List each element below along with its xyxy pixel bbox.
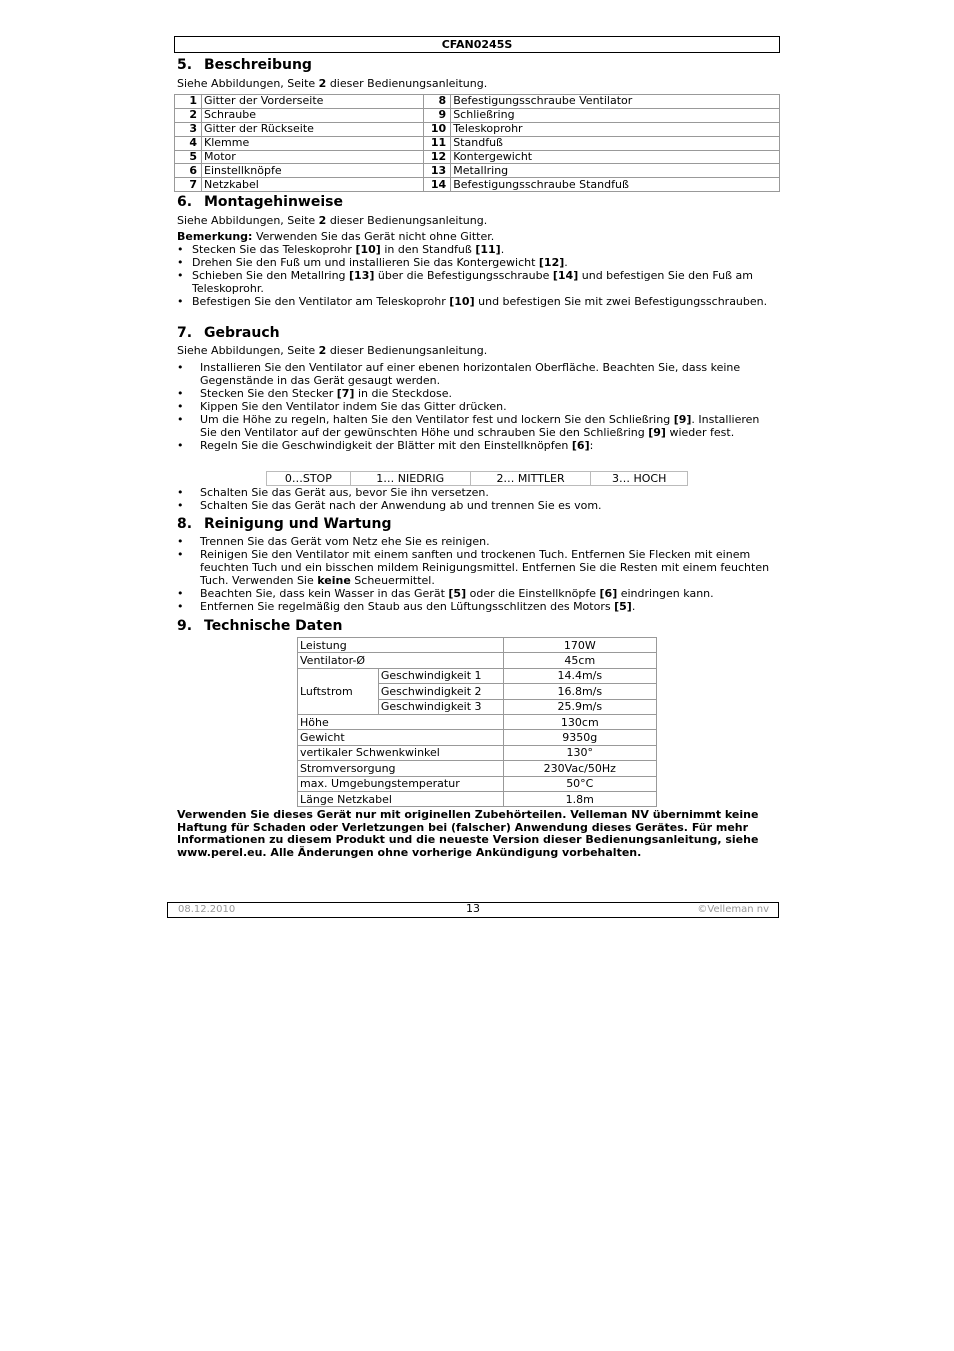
bullet-icon: • — [177, 295, 184, 308]
table-row: Leistung 170W — [298, 638, 657, 653]
footer-date: 08.12.2010 — [178, 904, 236, 915]
list-item: • Reinigen Sie den Ventilator mit einem sanften und trockenen Tuch. Entfernen Sie Flecken mit einem feuchten Tuch und ein bisschen mildem Reinigungsmittel. Entfernen Sie die Resten mit einem feuchten Tuch. Verwenden Sie keine Scheuermittel. — [177, 548, 770, 587]
intro-text: Siehe Abbildungen, Seite 2 dieser Bedienungsanleitung. — [177, 344, 488, 357]
part-number: 10 — [424, 122, 451, 136]
table-row: Ventilator-Ø 45cm — [298, 653, 657, 668]
part-label: Teleskoprohr — [451, 122, 780, 136]
speed-cell: 0…STOP — [267, 472, 351, 486]
section-technische-daten — [177, 617, 777, 635]
table-row — [175, 150, 780, 164]
list-item: • Installieren Sie den Ventilator auf einer ebenen horizontalen Oberfläche. Beachten Sie, dass keine Gegenstände in das Gerät gesaugt werden. — [177, 361, 741, 387]
bullet-icon: • — [177, 535, 184, 548]
section-title: 7. Gebrauch — [177, 325, 280, 341]
list-item: • Trennen Sie das Gerät vom Netz ehe Sie es reinigen. — [177, 535, 490, 548]
tech-data-table — [297, 637, 657, 807]
part-label: Motor — [202, 150, 424, 164]
list-item: • Schalten Sie das Gerät aus, bevor Sie ihn versetzen. — [177, 486, 489, 499]
bullet-icon: • — [177, 387, 184, 400]
part-label: Einstellknöpfe — [202, 164, 424, 178]
table-row — [175, 108, 780, 122]
part-number: 13 — [424, 164, 451, 178]
section-montagehinweise — [177, 193, 777, 308]
list-item: • Schalten Sie das Gerät nach der Anwendung ab und trennen Sie es vom. — [177, 499, 602, 512]
section-title: 9. Technische Daten — [177, 618, 343, 634]
part-label: Klemme — [202, 136, 424, 150]
bullet-icon: • — [177, 256, 184, 269]
list-item: • Regeln Sie die Geschwindigkeit der Blätter mit den Einstellknöpfen [6]: — [177, 439, 594, 452]
part-number: 1 — [175, 95, 202, 109]
bullet-icon: • — [177, 600, 184, 613]
section-gebrauch — [177, 324, 777, 452]
section-reinigung — [177, 515, 777, 613]
part-number: 5 — [175, 150, 202, 164]
list-item: • Entfernen Sie regelmäßig den Staub aus den Lüftungsschlitzen des Motors [5]. — [177, 600, 636, 613]
table-row — [175, 95, 780, 109]
list-item: • Stecken Sie das Teleskoprohr [10] in den Standfuß [11]. — [177, 243, 505, 256]
disclaimer-text: Verwenden Sie dieses Gerät nur mit originellen Zubehörteilen. Velleman NV übernimmt keine Haftung für Schaden oder Verletzungen bei (falscher) Anwendung dieses Gerätes. Für mehr Informationen zu diesem Produkt und die neueste Version dieser Bedienungsanleitung, siehe www.perel.eu. Alle Änderungen ohne vorherige Ankündigung vorbehalten. — [177, 808, 759, 859]
intro-text: Siehe Abbildungen, Seite 2 dieser Bedienungsanleitung. — [177, 214, 488, 227]
table-row — [175, 178, 780, 192]
part-label: Netzkabel — [202, 178, 424, 192]
table-row: Luftstrom Geschwindigkeit 1 14.4m/s — [298, 668, 657, 683]
section-title: 8. Reinigung und Wartung — [177, 516, 392, 532]
bullet-icon: • — [177, 439, 184, 452]
page-number: 13 — [466, 902, 480, 915]
part-number: 4 — [175, 136, 202, 150]
table-row: max. Umgebungstemperatur 50°C — [298, 776, 657, 791]
section-title: 5. Beschreibung — [177, 57, 312, 73]
list-item: • Kippen Sie den Ventilator indem Sie das Gitter drücken. — [177, 400, 507, 413]
bullet-icon: • — [177, 269, 184, 282]
speed-cell: 3… HOCH — [591, 472, 688, 486]
part-number: 14 — [424, 178, 451, 192]
bullet-list — [177, 486, 777, 512]
bullet-icon: • — [177, 361, 184, 374]
part-number: 8 — [424, 95, 451, 109]
part-number: 12 — [424, 150, 451, 164]
bullet-icon: • — [177, 243, 184, 256]
part-number: 2 — [175, 108, 202, 122]
part-label: Kontergewicht — [451, 150, 780, 164]
header-model: CFAN0245S — [174, 36, 780, 53]
speed-cell: 2… MITTLER — [470, 472, 591, 486]
table-row: Höhe 130cm — [298, 714, 657, 729]
table-row — [175, 136, 780, 150]
list-item: • Beachten Sie, dass kein Wasser in das Gerät [5] oder die Einstellknöpfe [6] eindringen kann. — [177, 587, 714, 600]
section-beschreibung — [177, 56, 777, 90]
parts-table — [174, 94, 780, 192]
footer-copyright: ©Velleman nv — [697, 904, 769, 915]
bullet-list — [177, 243, 777, 308]
part-label: Schraube — [202, 108, 424, 122]
bullet-list — [177, 361, 777, 452]
list-item: • Drehen Sie den Fuß um und installieren Sie das Kontergewicht [12]. — [177, 256, 568, 269]
list-item: • Stecken Sie den Stecker [7] in die Steckdose. — [177, 387, 452, 400]
table-row — [175, 164, 780, 178]
part-number: 11 — [424, 136, 451, 150]
table-row: Gewicht 9350g — [298, 730, 657, 745]
section-title: 6. Montagehinweise — [177, 194, 343, 210]
bullet-list — [177, 535, 777, 613]
part-number: 6 — [175, 164, 202, 178]
table-row: Geschwindigkeit 2 16.8m/s — [298, 684, 657, 699]
bullet-icon: • — [177, 413, 184, 426]
table-row — [175, 122, 780, 136]
part-label: Befestigungsschraube Ventilator — [451, 95, 780, 109]
bullet-icon: • — [177, 499, 184, 512]
speed-table — [266, 471, 688, 486]
gebrauch-list-continued — [177, 486, 777, 512]
bullet-icon: • — [177, 400, 184, 413]
table-row: vertikaler Schwenkwinkel 130° — [298, 745, 657, 760]
part-number: 7 — [175, 178, 202, 192]
bullet-icon: • — [177, 548, 184, 561]
note-text: Bemerkung: Verwenden Sie das Gerät nicht ohne Gitter. — [177, 230, 495, 243]
part-label: Gitter der Rückseite — [202, 122, 424, 136]
bullet-icon: • — [177, 486, 184, 499]
part-label: Standfuß — [451, 136, 780, 150]
part-label: Metallring — [451, 164, 780, 178]
table-row: Stromversorgung 230Vac/50Hz — [298, 761, 657, 776]
page-footer — [167, 902, 779, 918]
part-number: 9 — [424, 108, 451, 122]
part-label: Schließring — [451, 108, 780, 122]
speed-cell: 1… NIEDRIG — [350, 472, 470, 486]
list-item: • Um die Höhe zu regeln, halten Sie den Ventilator fest und lockern Sie den Schließring [9]. Installieren Sie den Ventilator auf der gewünschten Höhe und schrauben Sie den Schließring [9] wieder fest. — [177, 413, 760, 439]
list-item: • Schieben Sie den Metallring [13] über die Befestigungsschraube [14] und befestigen Sie den Fuß am Teleskoprohr. — [177, 269, 753, 295]
bullet-icon: • — [177, 587, 184, 600]
list-item: • Befestigen Sie den Ventilator am Teleskoprohr [10] und befestigen Sie mit zwei Befestigungsschrauben. — [177, 295, 768, 308]
table-row: Länge Netzkabel 1.8m — [298, 791, 657, 806]
intro-text: Siehe Abbildungen, Seite 2 dieser Bedienungsanleitung. — [177, 77, 488, 90]
part-label: Befestigungsschraube Standfuß — [451, 178, 780, 192]
part-label: Gitter der Vorderseite — [202, 95, 424, 109]
part-number: 3 — [175, 122, 202, 136]
table-row: Geschwindigkeit 3 25.9m/s — [298, 699, 657, 714]
